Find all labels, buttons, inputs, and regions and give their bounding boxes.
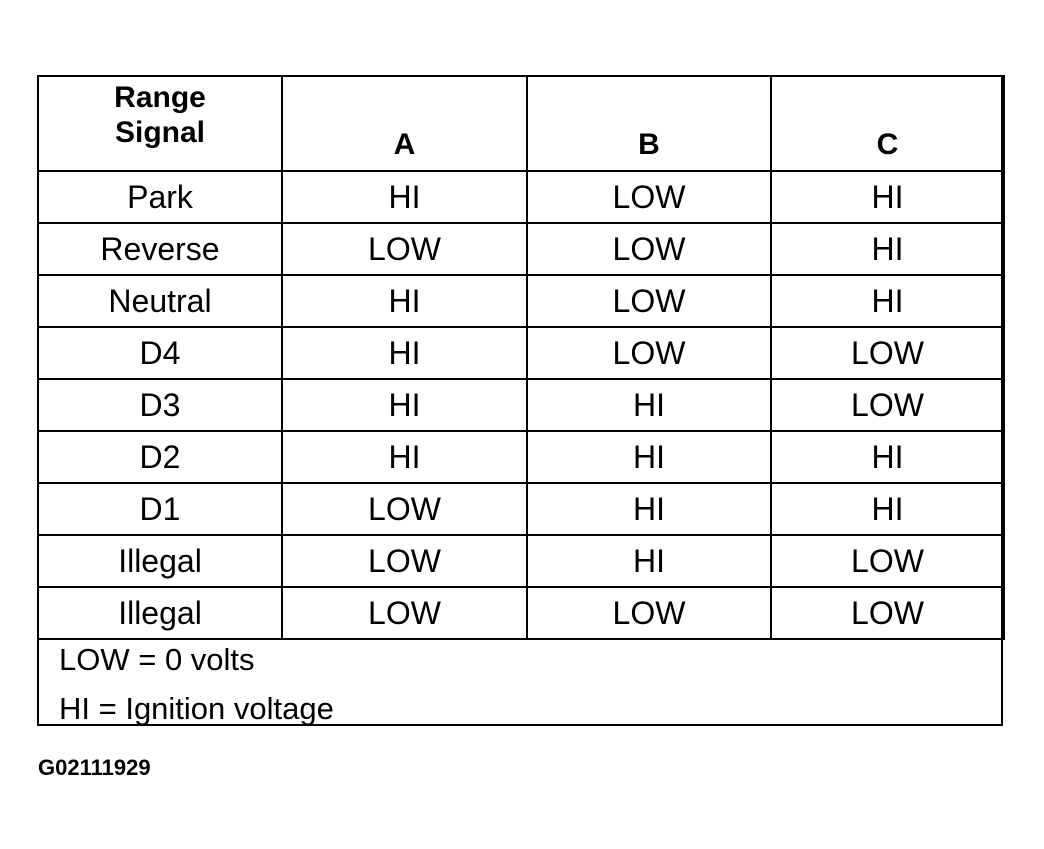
signal-a-cell: LOW <box>282 535 527 587</box>
figure-id: G02111929 <box>38 755 151 780</box>
signal-c-cell: HI <box>771 171 1004 223</box>
signal-c-cell: LOW <box>771 587 1004 639</box>
legend-low-definition: LOW = 0 volts <box>59 642 255 677</box>
signal-b-cell: LOW <box>527 587 771 639</box>
table-row <box>38 483 1004 535</box>
signal-c-cell: HI <box>771 223 1004 275</box>
signal-a-cell: HI <box>282 327 527 379</box>
signal-c-cell: HI <box>771 275 1004 327</box>
range-header-line: Range <box>114 81 206 114</box>
range-cell: Park <box>38 171 282 223</box>
range-signal-table <box>37 75 1005 640</box>
voltage-legend <box>59 635 334 733</box>
signal-a-cell: LOW <box>282 223 527 275</box>
table-row <box>38 171 1004 223</box>
signal-a-cell: HI <box>282 379 527 431</box>
table-row <box>38 379 1004 431</box>
table-header-row <box>38 76 1004 171</box>
column-header-a: A <box>282 76 527 171</box>
range-cell: D1 <box>38 483 282 535</box>
signal-b-cell: LOW <box>527 223 771 275</box>
range-cell: Reverse <box>38 223 282 275</box>
range-signal-table-frame <box>37 75 1003 726</box>
signal-a-cell: HI <box>282 171 527 223</box>
range-cell: D3 <box>38 379 282 431</box>
column-header-b: B <box>527 76 771 171</box>
table-row <box>38 327 1004 379</box>
signal-b-cell: LOW <box>527 275 771 327</box>
signal-c-cell: HI <box>771 483 1004 535</box>
legend-hi-definition: HI = Ignition voltage <box>59 691 334 726</box>
column-header-c: C <box>771 76 1004 171</box>
signal-a-cell: HI <box>282 275 527 327</box>
signal-c-cell: HI <box>771 431 1004 483</box>
range-signal-header <box>38 76 282 171</box>
table-row <box>38 275 1004 327</box>
range-cell: D2 <box>38 431 282 483</box>
signal-a-cell: LOW <box>282 587 527 639</box>
table-row <box>38 223 1004 275</box>
signal-b-cell: HI <box>527 431 771 483</box>
signal-c-cell: LOW <box>771 327 1004 379</box>
table-row <box>38 431 1004 483</box>
signal-b-cell: HI <box>527 483 771 535</box>
signal-b-cell: HI <box>527 535 771 587</box>
range-cell: Illegal <box>38 535 282 587</box>
signal-b-cell: HI <box>527 379 771 431</box>
signal-header-line: Signal <box>114 115 205 149</box>
range-cell: D4 <box>38 327 282 379</box>
range-cell: Illegal <box>38 587 282 639</box>
signal-b-cell: LOW <box>527 327 771 379</box>
signal-c-cell: LOW <box>771 535 1004 587</box>
table-row <box>38 535 1004 587</box>
table-row <box>38 587 1004 639</box>
signal-a-cell: LOW <box>282 483 527 535</box>
signal-c-cell: LOW <box>771 379 1004 431</box>
signal-b-cell: LOW <box>527 171 771 223</box>
range-cell: Neutral <box>38 275 282 327</box>
signal-a-cell: HI <box>282 431 527 483</box>
